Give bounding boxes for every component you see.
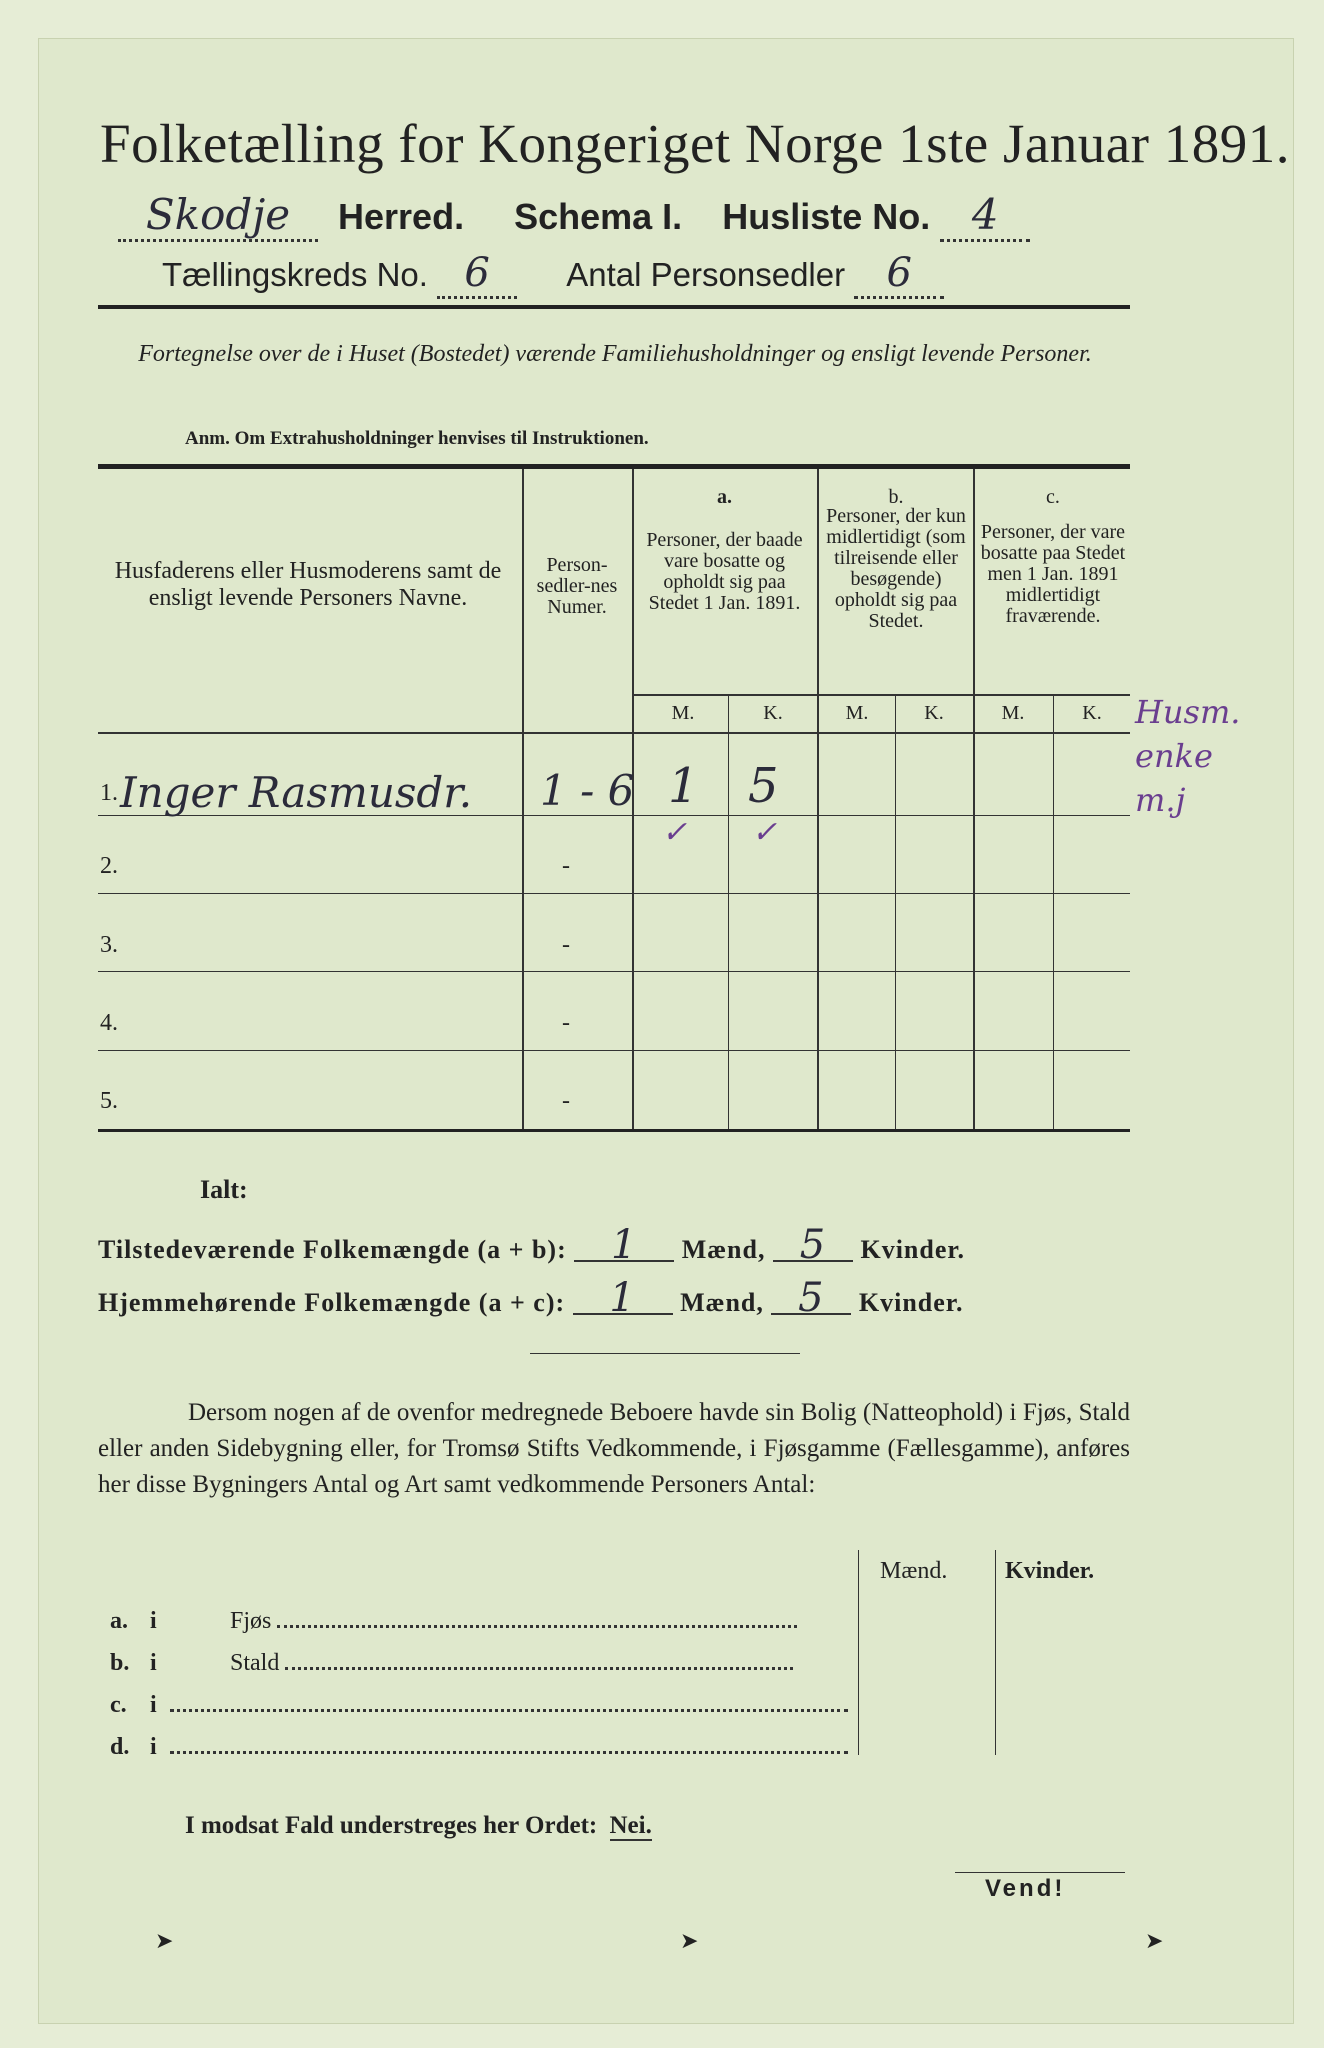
row-rule bbox=[98, 1050, 1130, 1051]
herred-line bbox=[118, 190, 1030, 242]
dotted-fill bbox=[170, 1709, 848, 1712]
row-i: i bbox=[150, 1650, 157, 1676]
row-label: Fjøs bbox=[230, 1608, 272, 1634]
bottom-maend-header: Mænd. bbox=[880, 1558, 948, 1584]
arrow-icon: ➤ bbox=[155, 1928, 174, 1953]
row-i: i bbox=[150, 1692, 157, 1718]
col-divider bbox=[995, 1550, 996, 1755]
col-b-letter: b. bbox=[888, 486, 904, 508]
vend-rule bbox=[955, 1872, 1125, 1873]
row-number: 5. bbox=[100, 1088, 118, 1114]
hjemme-maend-label: Mænd, bbox=[680, 1288, 764, 1317]
nei-word: Nei. bbox=[609, 1812, 652, 1839]
tilstede-kvinder: 5 bbox=[773, 1230, 853, 1262]
row-persnum: - bbox=[562, 1010, 570, 1036]
row-persnum: 1 - 6 bbox=[540, 766, 635, 815]
row-i: i bbox=[150, 1608, 157, 1634]
herred-label: Herred. bbox=[338, 196, 465, 237]
row-number: 2. bbox=[100, 853, 118, 879]
col-divider bbox=[858, 1550, 859, 1755]
row-number: 3. bbox=[100, 932, 118, 958]
row-letter: c. bbox=[110, 1692, 127, 1718]
husliste-value: 4 bbox=[940, 190, 1030, 242]
row-persnum: - bbox=[562, 1088, 570, 1114]
intro-text: Fortegnelse over de i Huset (Bostedet) værende Familiehusholdninger og ensligt levende Personer. bbox=[138, 341, 1092, 367]
row-note: Husm. enke m.j bbox=[1135, 693, 1241, 819]
row-number: 1. bbox=[100, 780, 118, 806]
checkmark-icon: ✓ bbox=[752, 815, 778, 850]
tilstede-kvinder-label: Kvinder. bbox=[860, 1235, 966, 1264]
col-c-header: Personer, der vare bosatte paa Stedet men 1 Jan. 1891 midlertidigt fraværende. bbox=[980, 521, 1126, 627]
col-a-letter: a. bbox=[717, 486, 732, 508]
bottom-row bbox=[110, 1726, 848, 1768]
col-divider bbox=[522, 469, 524, 1129]
row-a-m: 1 bbox=[668, 758, 699, 814]
col-a-k: K. bbox=[763, 702, 783, 724]
row-persnum: - bbox=[562, 932, 570, 958]
form-title: Folketælling for Kongeriget Norge 1ste Januar 1891. bbox=[100, 113, 1290, 174]
table-top-rule bbox=[98, 464, 1130, 469]
col-num-header: Person-sedler-nes Numer. bbox=[536, 554, 618, 618]
arrow-icon: ➤ bbox=[1145, 1928, 1164, 1953]
ialt-label: Ialt: bbox=[200, 1175, 248, 1204]
col-b-m: M. bbox=[845, 702, 869, 724]
col-divider bbox=[1053, 694, 1054, 1129]
row-rule bbox=[98, 893, 1130, 894]
col-divider bbox=[728, 694, 729, 1129]
row-name: Inger Rasmusdr. bbox=[120, 768, 473, 817]
dotted-fill bbox=[277, 1625, 797, 1628]
husliste-label: Husliste No. bbox=[722, 196, 931, 237]
col-b-k: K. bbox=[924, 702, 944, 724]
row-number: 4. bbox=[100, 1010, 118, 1036]
col-c-letter: c. bbox=[1046, 486, 1060, 508]
checkmark-icon: ✓ bbox=[662, 815, 688, 850]
header-bottom-rule bbox=[98, 732, 1130, 734]
col-a-header: Personer, der baade vare bosatte og opholdt sig paa Stedet 1 Jan. 1891. bbox=[646, 529, 803, 614]
col-divider bbox=[817, 469, 819, 1129]
row-letter: b. bbox=[110, 1650, 130, 1676]
col-name-header: Husfaderens eller Husmoderens samt de ensligt levende Personers Navne. bbox=[114, 558, 502, 611]
bottom-row bbox=[110, 1684, 848, 1726]
bottom-kvinder-header: Kvinder. bbox=[1005, 1558, 1095, 1584]
hjemme-label: Hjemmehørende Folkemængde (a + c): bbox=[98, 1288, 566, 1317]
col-divider bbox=[973, 469, 975, 1129]
sidebygning-paragraph: Dersom nogen af de ovenfor medregnede Beboere havde sin Bolig (Natteophold) i Fjøs, Stald eller anden Sidebygning eller, for Tromsø Stifts Vedkommende, i Fjøsgamme (Fællesgamme), anføres her disse Bygningers Antal og Art samt vedkommende Personers Antal: bbox=[98, 1399, 1130, 1498]
tilstede-maend: 1 bbox=[574, 1230, 674, 1262]
dotted-fill bbox=[170, 1751, 848, 1754]
row-letter: d. bbox=[110, 1734, 130, 1760]
table-bottom-rule bbox=[98, 1129, 1130, 1132]
antal-label: Antal Personsedler bbox=[566, 256, 846, 293]
row-i: i bbox=[150, 1734, 157, 1760]
modsat-line bbox=[185, 1812, 652, 1840]
modsat-label: I modsat Fald understreges her Ordet: bbox=[185, 1812, 598, 1839]
col-c-k: K. bbox=[1082, 702, 1102, 724]
mk-top-rule bbox=[632, 694, 1130, 696]
tilstede-maend-label: Mænd, bbox=[681, 1235, 766, 1264]
schema-label: Schema I. bbox=[514, 196, 683, 237]
kreds-label: Tællingskreds No. bbox=[162, 256, 428, 293]
hjemme-kvinder: 5 bbox=[771, 1283, 851, 1315]
kreds-value: 6 bbox=[437, 250, 517, 299]
col-b-header: Personer, der kun midlertidigt (som tilreisende eller besøgende) opholdt sig paa Stedet. bbox=[826, 505, 966, 632]
antal-value: 6 bbox=[854, 250, 944, 299]
hjemme-row bbox=[98, 1275, 1138, 1321]
herred-value: Skodje bbox=[118, 190, 318, 242]
kreds-line bbox=[162, 250, 944, 299]
row-a-k: 5 bbox=[748, 758, 779, 814]
row-rule bbox=[98, 971, 1130, 972]
row-persnum: - bbox=[562, 853, 570, 879]
dotted-fill bbox=[285, 1667, 793, 1670]
bottom-row bbox=[110, 1600, 848, 1642]
tilstede-row bbox=[98, 1222, 1138, 1268]
hjemme-kvinder-label: Kvinder. bbox=[858, 1288, 964, 1317]
bottom-rows bbox=[110, 1600, 848, 1768]
col-a-m: M. bbox=[671, 702, 695, 724]
header-rule bbox=[98, 305, 1130, 309]
vend-label: Vend! bbox=[985, 1875, 1066, 1902]
bottom-row bbox=[110, 1642, 848, 1684]
divider bbox=[530, 1353, 800, 1354]
tilstede-label: Tilstedeværende Folkemængde (a + b): bbox=[98, 1235, 567, 1264]
arrow-icon: ➤ bbox=[680, 1928, 699, 1953]
row-label: Stald bbox=[230, 1650, 280, 1676]
col-divider bbox=[895, 694, 896, 1129]
hjemme-maend: 1 bbox=[573, 1283, 673, 1315]
row-letter: a. bbox=[110, 1608, 128, 1634]
anm-text: Anm. Om Extrahusholdninger henvises til Instruktionen. bbox=[185, 428, 649, 449]
col-c-m: M. bbox=[1001, 702, 1025, 724]
